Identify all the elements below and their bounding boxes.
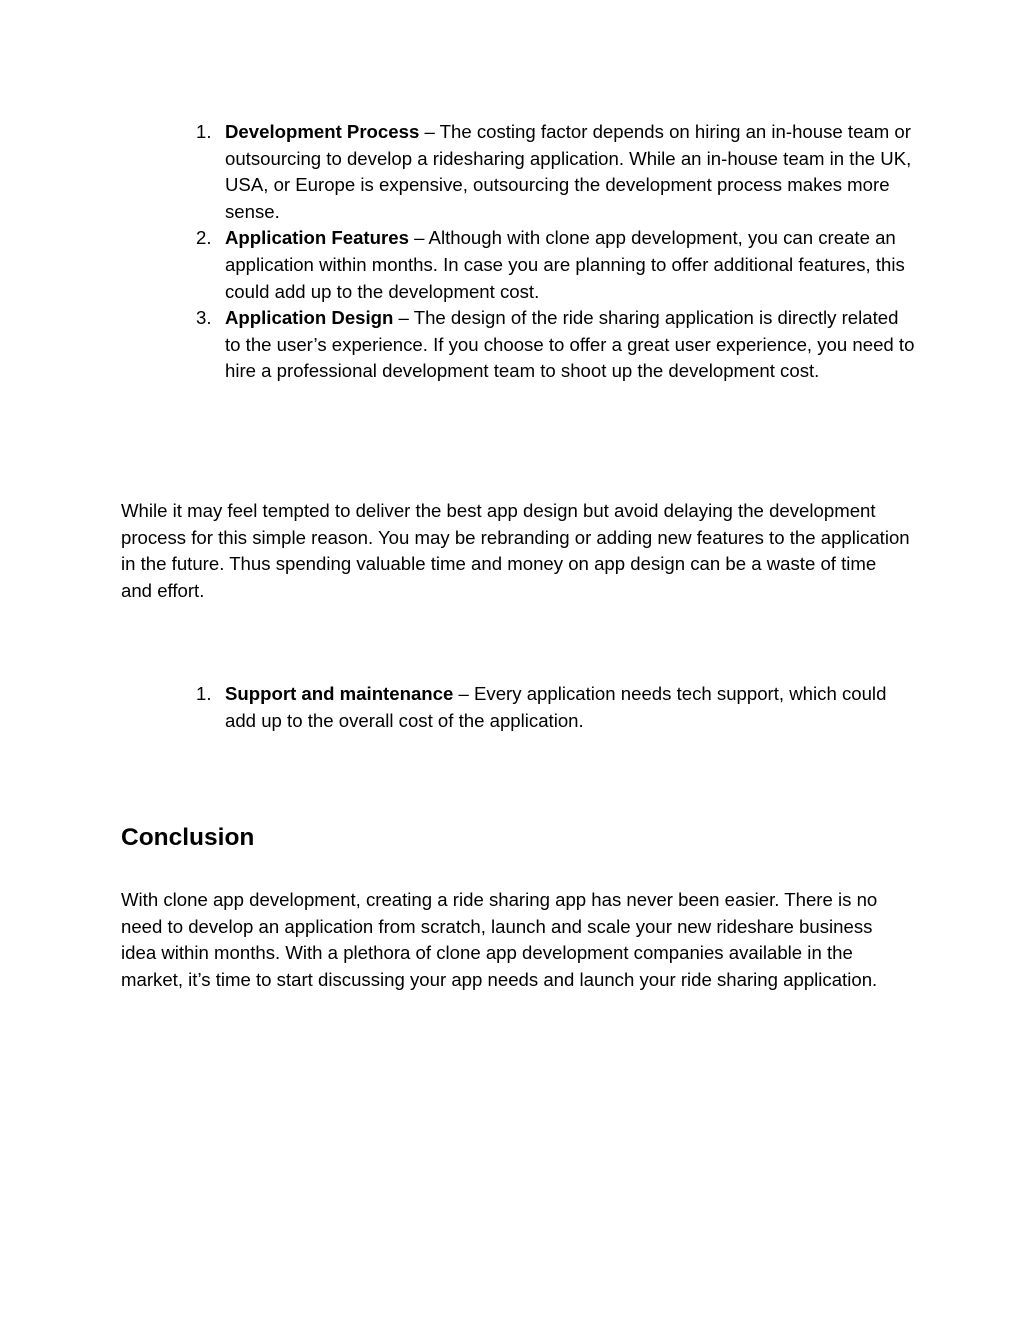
list-number: 3. <box>196 307 212 329</box>
list-item-text: – The design of the ride sharing application is directly related to the user’s experience. If you choose to offer a great user experience, you need to hire a professional development team to shoot up the development cost. <box>225 307 915 382</box>
list-item-text: – Although with clone app development, you can create an application within months. In case you are planning to offer additional features, this could add up to the development cost. <box>225 227 905 302</box>
list-item <box>196 681 916 734</box>
list-item-term: Support and maintenance <box>225 683 454 704</box>
list-item <box>196 225 916 305</box>
list-item-text: – Every application needs tech support, which could add up to the overall cost of the application. <box>225 683 887 731</box>
list-item-term: Application Features <box>225 227 409 249</box>
support-list <box>196 681 916 734</box>
conclusion-heading: Conclusion <box>121 824 255 851</box>
list-item <box>196 119 916 225</box>
list-number: 2. <box>196 227 212 249</box>
list-number: 1. <box>196 683 212 704</box>
cost-factors-list <box>196 119 916 385</box>
list-item <box>196 305 916 385</box>
list-item-term: Application Design <box>225 307 394 329</box>
list-number: 1. <box>196 121 212 142</box>
conclusion-paragraph: With clone app development, creating a ride sharing app has never been easier. There is no need to develop an application from scratch, launch and scale your new rideshare business idea within months. With a plethora of clone app development companies available in the market, it’s time to start discussing your app needs and launch your ride sharing application. <box>121 889 878 990</box>
list-item-term: Development Process <box>225 121 420 142</box>
list-item-text: – The costing factor depends on hiring an in-house team or outsourcing to develop a ridesharing application. While an in-house team in the UK, USA, or Europe is expensive, outsourcing the development process makes more sense. <box>225 121 912 222</box>
design-paragraph: While it may feel tempted to deliver the best app design but avoid delaying the development process for this simple reason. You may be rebranding or adding new features to the application in the future. Thus spending valuable time and money on app design can be a waste of time and effort. <box>121 500 910 601</box>
